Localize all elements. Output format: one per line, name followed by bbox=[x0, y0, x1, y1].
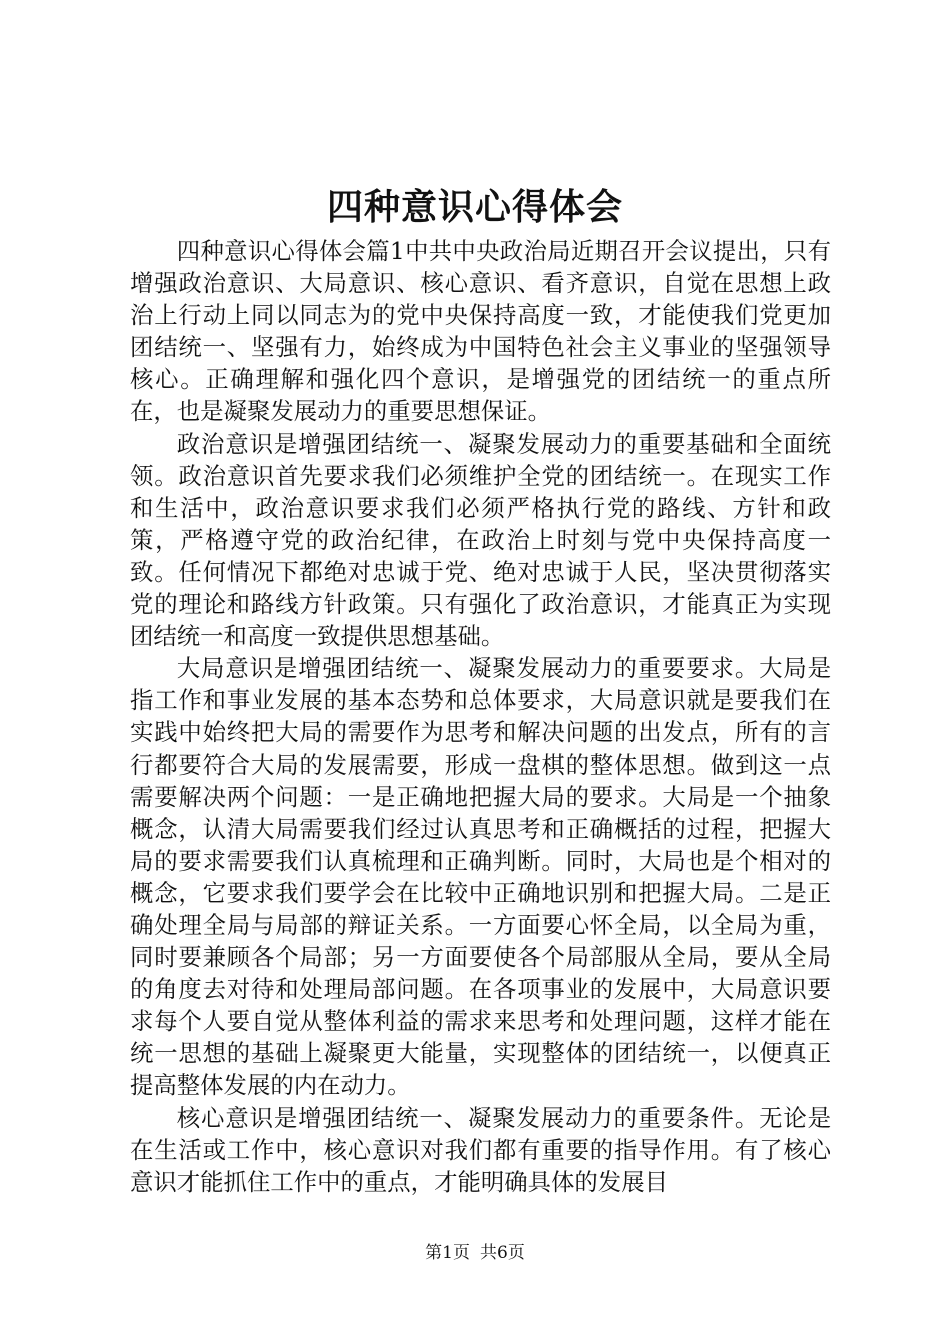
paragraph-4: 核心意识是增强团结统一、凝聚发展动力的重要条件。无论是在生活或工作中，核心意识对我们都有重要的指导作用。有了核心意识才能抓住工作中的重点，才能明确具体的发展目 bbox=[130, 1103, 831, 1196]
document-body bbox=[130, 235, 831, 1198]
document-title: 四种意识心得体会 bbox=[326, 186, 623, 228]
paragraph-1: 四种意识心得体会篇1中共中央政治局近期召开会议提出，只有增强政治意识、大局意识、核心意识、看齐意识，自觉在思想上政治上行动上同以同志为的党中央保持高度一致，才能使我们党更加团结统一、坚强有力，始终成为中国特色社会主义事业的坚强领导核心。正确理解和强化四个意识，是增强党的团结统一的重点所在，也是凝聚发展动力的重要思想保证。 bbox=[130, 237, 831, 426]
page-footer bbox=[0, 1241, 950, 1265]
paragraph-3: 大局意识是增强团结统一、凝聚发展动力的重要要求。大局是指工作和事业发展的基本态势和总体要求，大局意识就是要我们在实践中始终把大局的需要作为思考和解决问题的出发点，所有的言行都要符合大局的发展需要，形成一盘棋的整体思想。做到这一点需要解决两个问题：一是正确地把握大局的要求。大局是一个抽象概念，认清大局需要我们经过认真思考和正确概括的过程，把握大局的要求需要我们认真梳理和正确判断。同时，大局也是个相对的概念，它要求我们要学会在比较中正确地识别和把握大局。二是正确处理全局与局部的辩证关系。一方面要心怀全局，以全局为重，同时要兼顾各个局部；另一方面要使各个局部服从全局，要从全局的角度去对待和处理局部问题。在各项事业的发展中，大局意识要求每个人要自觉从整体利益的需求来思考和处理问题，这样才能在统一思想的基础上凝聚更大能量，实现整体的团结统一，以便真正提高整体发展的内在动力。 bbox=[130, 654, 831, 1100]
page-total: 共6页 bbox=[480, 1243, 525, 1263]
paragraph-2: 政治意识是增强团结统一、凝聚发展动力的重要基础和全面统领。政治意识首先要求我们必须维护全党的团结统一。在现实工作和生活中，政治意识要求我们必须严格执行党的路线、方针和政策，严格遵守党的政治纪律，在政治上时刻与党中央保持高度一致。任何情况下都绝对忠诚于党、绝对忠诚于人民，坚决贯彻落实党的理论和路线方针政策。只有强化了政治意识，才能真正为实现团结统一和高度一致提供思想基础。 bbox=[130, 429, 831, 651]
page-number: 第1页 bbox=[425, 1243, 470, 1263]
